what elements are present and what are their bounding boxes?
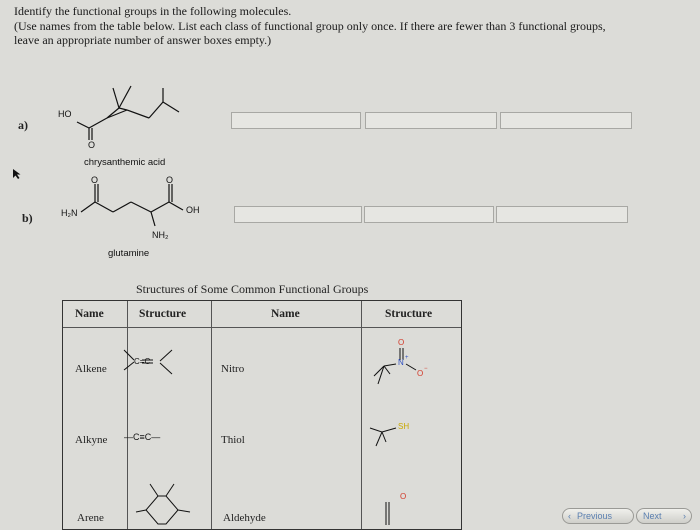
header-structure-2: Structure <box>385 308 433 320</box>
answer-box-a-1[interactable] <box>231 112 361 129</box>
chevron-left-icon: ‹ <box>568 511 571 521</box>
arene-structure <box>128 482 198 525</box>
row-nitro-name: Nitro <box>221 363 245 375</box>
row-arene-name: Arene <box>77 512 104 524</box>
mouse-cursor-icon <box>12 168 22 180</box>
row-aldehyde-name: Aldehyde <box>223 512 266 524</box>
instructions-line-2: (Use names from the table below. List each class of functional group only once. If there are fewer than 3 functional groups, <box>14 18 606 33</box>
nitro-minus: − <box>424 366 428 372</box>
atom-nh2: NH₂ <box>152 230 169 240</box>
row-alkene-name: Alkene <box>75 363 107 375</box>
instructions-line-1: Identify the functional groups in the following molecules. <box>14 4 292 18</box>
answer-box-b-1[interactable] <box>234 206 362 223</box>
header-structure-1: Structure <box>139 308 187 320</box>
instructions <box>14 4 689 48</box>
chrysanthemic-acid-structure <box>55 78 205 153</box>
answer-box-a-3[interactable] <box>500 112 632 129</box>
thiol-sh: SH <box>398 422 410 431</box>
nitro-n: N <box>398 358 404 367</box>
aldehyde-o: O <box>400 492 407 501</box>
header-name-2: Name <box>271 308 300 320</box>
atom-h2n: H₂N <box>61 208 78 218</box>
atom-o: O <box>88 140 96 150</box>
molecule-name-b: glutamine <box>108 248 150 259</box>
question-a-label: a) <box>18 118 28 132</box>
atom-o-1: O <box>91 175 99 185</box>
chevron-right-icon: › <box>683 511 686 521</box>
alkyne-label: —C≡C— <box>124 432 161 442</box>
nitro-plus: + <box>405 355 409 361</box>
atom-ho: HO <box>58 109 72 119</box>
nitro-o-top: O <box>398 338 405 347</box>
atom-oh: OH <box>186 205 200 215</box>
previous-button[interactable] <box>562 508 634 524</box>
alkene-structure <box>122 348 182 378</box>
row-thiol-name: Thiol <box>221 434 245 446</box>
table-title: Structures of Some Common Functional Groups <box>136 282 369 296</box>
question-b-label: b) <box>22 211 33 225</box>
alkene-label: C=C <box>134 357 151 366</box>
answer-box-a-2[interactable] <box>365 112 497 129</box>
nitro-o-right: O <box>417 369 424 378</box>
atom-o-2: O <box>166 175 174 185</box>
header-name-1: Name <box>75 308 104 320</box>
molecule-name-a: chrysanthemic acid <box>84 157 166 168</box>
answer-box-b-2[interactable] <box>364 206 494 223</box>
next-button[interactable] <box>636 508 692 524</box>
next-button-label: Next <box>643 511 662 521</box>
row-alkyne-name: Alkyne <box>75 434 108 446</box>
previous-button-label: Previous <box>577 511 613 521</box>
instructions-line-3: leave an appropriate number of answer boxes empty.) <box>14 33 272 47</box>
aldehyde-structure <box>372 492 402 525</box>
answer-box-b-3[interactable] <box>496 206 628 223</box>
